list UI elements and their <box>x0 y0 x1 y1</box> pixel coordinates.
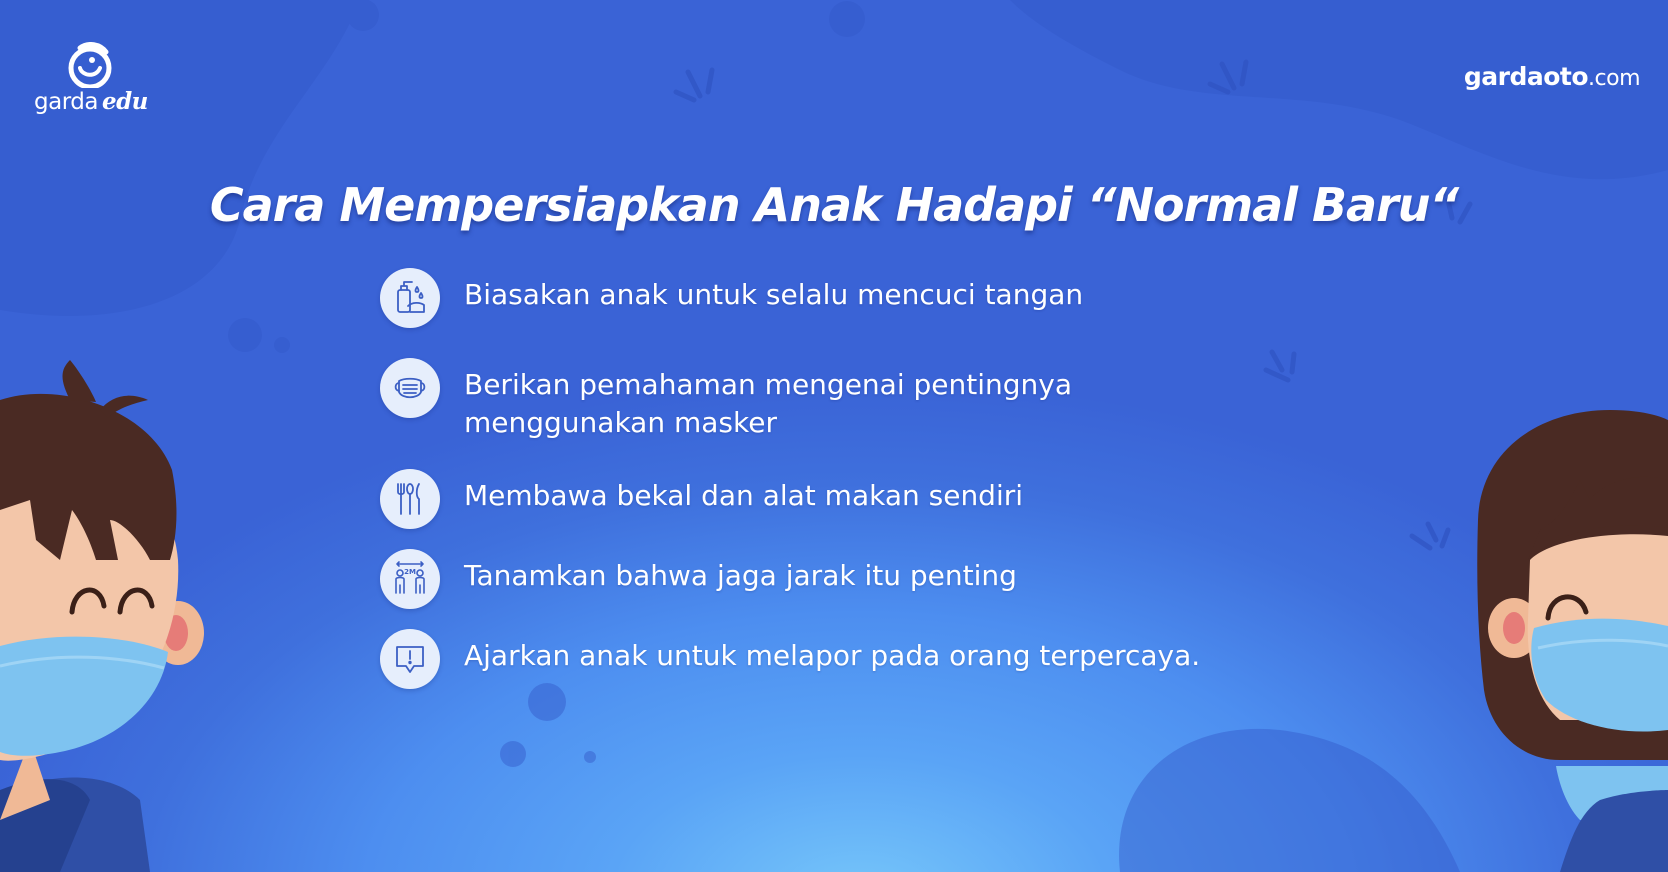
poster-title: Cara Mempersiapkan Anak Hadapi “Normal Baru“ <box>209 178 1459 232</box>
gardaoto-name: gardaoto <box>1463 62 1589 91</box>
tip-text <box>464 366 1264 442</box>
tip-text-line: menggunakan masker <box>464 406 777 439</box>
gardaedu-logo-mark-icon <box>66 42 114 88</box>
tip-icon-badge <box>380 268 440 328</box>
gardaedu-word: garda <box>34 89 98 115</box>
tip-icon-badge <box>380 629 440 689</box>
gardaoto-tld: .com <box>1588 66 1640 91</box>
tip-icon-badge <box>380 549 440 609</box>
gardaedu-wordmark <box>34 88 148 115</box>
cutlery-icon <box>390 479 430 519</box>
report-message-icon <box>390 639 430 679</box>
tip-text-line: Berikan pemahaman mengenai pentingnya <box>464 368 1073 401</box>
tip-icon-badge <box>380 469 440 529</box>
left-child-illustration <box>0 360 204 872</box>
tip-icon-badge <box>380 358 440 418</box>
handwashing-icon <box>390 278 430 318</box>
gardaedu-logo[interactable] <box>30 42 150 122</box>
face-mask-icon <box>390 368 430 408</box>
right-child-illustration <box>1477 410 1668 872</box>
tips-list <box>380 0 1280 872</box>
tip-text: Membawa bekal dan alat makan sendiri <box>464 479 1024 512</box>
gardaoto-logo[interactable] <box>1464 62 1640 91</box>
social-distance-icon <box>390 559 430 599</box>
tip-text: Ajarkan anak untuk melapor pada orang terpercaya. <box>464 639 1201 672</box>
tip-text: Biasakan anak untuk selalu mencuci tangan <box>464 278 1084 311</box>
distance-label: 2M <box>404 568 416 576</box>
gardaedu-edu-word: edu <box>101 88 148 115</box>
tip-text: Tanamkan bahwa jaga jarak itu penting <box>464 559 1017 592</box>
